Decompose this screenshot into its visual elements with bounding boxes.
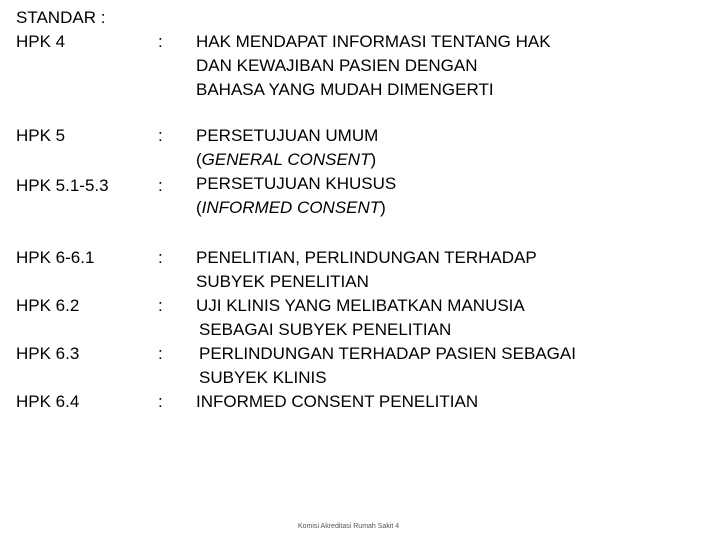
item-description-line: PENELITIAN, PERLINDUNGAN TERHADAP (196, 248, 537, 267)
item-description-line: UJI KLINIS YANG MELIBATKAN MANUSIA (196, 296, 525, 315)
footer-text: Komisi Akreditasi Rumah Sakit 4 (298, 523, 400, 530)
item-code: HPK 6.3 (16, 344, 80, 363)
item-colon: : (158, 248, 163, 267)
item-code: HPK 4 (16, 32, 66, 51)
item-description-line: DAN KEWAJIBAN PASIEN DENGAN (196, 56, 478, 75)
paren-open: ( (196, 198, 202, 217)
item-description-line: PERLINDUNGAN TERHADAP PASIEN SEBAGAI (199, 344, 576, 363)
item-description-line: PERSETUJUAN UMUM (196, 126, 379, 145)
item-code: HPK 6.2 (16, 296, 80, 315)
item-code: HPK 5.1-5.3 (16, 176, 109, 195)
item-colon: : (158, 176, 163, 195)
item-description-line: BAHASA YANG MUDAH DIMENGERTI (196, 80, 494, 99)
item-code: HPK 6-6.1 (16, 248, 95, 267)
item-description-paren-line (196, 148, 376, 172)
english-term: GENERAL CONSENT (201, 150, 371, 169)
item-description-line: HAK MENDAPAT INFORMASI TENTANG HAK (196, 32, 551, 51)
item-description-line: PERSETUJUAN KHUSUS (196, 174, 397, 193)
page-title: STANDAR : (16, 8, 106, 27)
item-description-paren-line (196, 196, 386, 220)
item-colon: : (158, 296, 163, 315)
item-colon: : (158, 126, 163, 145)
item-colon: : (158, 392, 163, 411)
paren-close: ) (380, 198, 386, 217)
item-description-line: SEBAGAI SUBYEK PENELITIAN (199, 320, 452, 339)
item-description-line: SUBYEK KLINIS (199, 368, 327, 387)
paren-close: ) (370, 150, 377, 169)
paren-open: ( (196, 150, 202, 169)
item-code: HPK 5 (16, 126, 66, 145)
item-colon: : (158, 32, 163, 51)
item-colon: : (158, 344, 163, 363)
item-code: HPK 6.4 (16, 392, 80, 411)
item-description-line: SUBYEK PENELITIAN (196, 272, 369, 291)
english-term: INFORMED CONSENT (201, 198, 381, 217)
item-description-line: INFORMED CONSENT PENELITIAN (196, 392, 479, 411)
